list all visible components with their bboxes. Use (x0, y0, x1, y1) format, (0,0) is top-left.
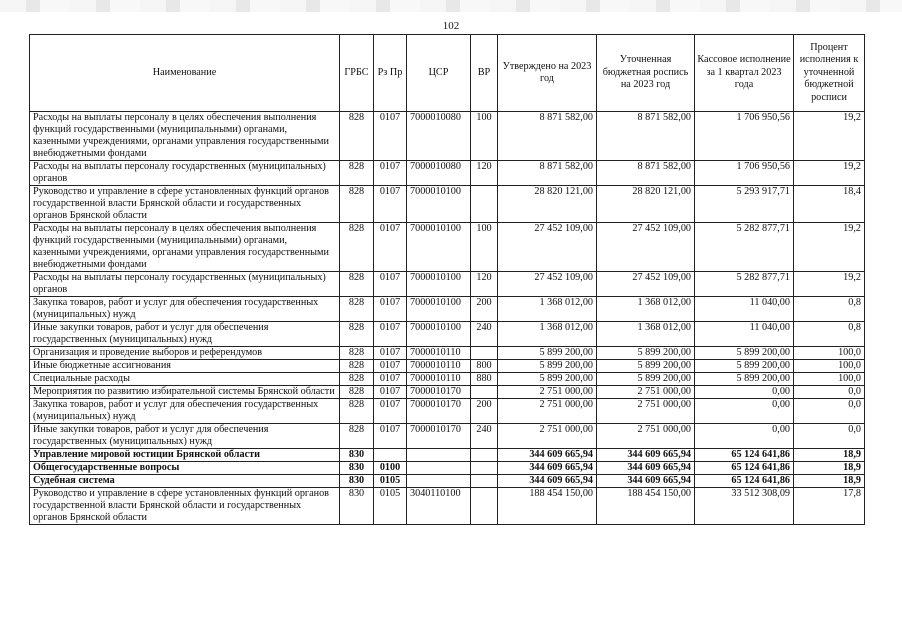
row-cash: 5 282 877,71 (695, 223, 794, 272)
page-number: 102 (442, 20, 460, 32)
row-grbs: 828 (340, 223, 374, 272)
row-refined: 2 751 000,00 (597, 386, 695, 399)
row-approved: 344 609 665,94 (498, 462, 597, 475)
row-rzpr: 0100 (374, 462, 407, 475)
row-percent: 0,8 (794, 297, 865, 322)
row-approved: 2 751 000,00 (498, 424, 597, 449)
row-name: Управление мировой юстиции Брянской области (30, 449, 340, 462)
row-vr: 120 (471, 161, 498, 186)
row-name: Расходы на выплаты персоналу государственных (муниципальных) органов (30, 272, 340, 297)
row-grbs: 828 (340, 186, 374, 223)
table-row (30, 322, 865, 347)
row-rzpr (374, 449, 407, 462)
row-name: Общегосударственные вопросы (30, 462, 340, 475)
row-percent: 0,0 (794, 386, 865, 399)
row-csr (407, 475, 471, 488)
row-rzpr: 0107 (374, 223, 407, 272)
row-vr: 800 (471, 360, 498, 373)
row-vr: 120 (471, 272, 498, 297)
row-cash: 5 293 917,71 (695, 186, 794, 223)
row-approved: 1 368 012,00 (498, 322, 597, 347)
row-vr: 240 (471, 322, 498, 347)
table-row (30, 161, 865, 186)
header-approved: Утверждено на 2023 год (498, 35, 597, 112)
row-rzpr: 0107 (374, 399, 407, 424)
row-grbs: 828 (340, 161, 374, 186)
row-vr: 200 (471, 297, 498, 322)
row-grbs: 828 (340, 297, 374, 322)
row-grbs: 828 (340, 424, 374, 449)
row-vr (471, 462, 498, 475)
row-vr: 100 (471, 223, 498, 272)
table-row (30, 424, 865, 449)
header-csr: ЦСР (407, 35, 471, 112)
row-approved: 8 871 582,00 (498, 112, 597, 161)
row-vr (471, 488, 498, 525)
row-name: Расходы на выплаты персоналу в целях обеспечения выполнения функций государственными (муниципальными) органами, казенными учреждениями, органами управления государственными внебюджетными фондами (30, 112, 340, 161)
row-rzpr: 0107 (374, 347, 407, 360)
table-row (30, 297, 865, 322)
row-cash: 65 124 641,86 (695, 475, 794, 488)
row-percent: 100,0 (794, 360, 865, 373)
row-percent: 0,0 (794, 399, 865, 424)
table-row (30, 386, 865, 399)
row-approved: 344 609 665,94 (498, 449, 597, 462)
row-cash: 0,00 (695, 399, 794, 424)
table-row (30, 223, 865, 272)
row-refined: 344 609 665,94 (597, 462, 695, 475)
table-row (30, 488, 865, 525)
row-vr: 240 (471, 424, 498, 449)
row-refined: 5 899 200,00 (597, 360, 695, 373)
row-csr: 7000010100 (407, 297, 471, 322)
row-cash: 5 282 877,71 (695, 272, 794, 297)
row-rzpr: 0107 (374, 272, 407, 297)
row-percent: 18,9 (794, 462, 865, 475)
row-grbs: 830 (340, 462, 374, 475)
row-percent: 19,2 (794, 112, 865, 161)
row-percent: 19,2 (794, 272, 865, 297)
row-name: Расходы на выплаты персоналу в целях обеспечения выполнения функций государственными (муниципальными) органами, казенными учреждениями, органами управления государственными внебюджетными фондами (30, 223, 340, 272)
row-cash: 11 040,00 (695, 322, 794, 347)
row-name: Мероприятия по развитию избирательной системы Брянской области (30, 386, 340, 399)
row-rzpr: 0105 (374, 475, 407, 488)
table-row (30, 475, 865, 488)
row-rzpr: 0107 (374, 424, 407, 449)
row-approved: 5 899 200,00 (498, 360, 597, 373)
row-percent: 17,8 (794, 488, 865, 525)
row-approved: 8 871 582,00 (498, 161, 597, 186)
row-grbs: 828 (340, 112, 374, 161)
row-rzpr: 0107 (374, 112, 407, 161)
row-cash: 1 706 950,56 (695, 112, 794, 161)
row-grbs: 830 (340, 449, 374, 462)
header-vr: ВР (471, 35, 498, 112)
row-csr: 7000010080 (407, 161, 471, 186)
row-name: Иные бюджетные ассигнования (30, 360, 340, 373)
row-cash: 5 899 200,00 (695, 360, 794, 373)
row-csr: 7000010110 (407, 360, 471, 373)
row-cash: 65 124 641,86 (695, 462, 794, 475)
row-cash: 33 512 308,09 (695, 488, 794, 525)
row-approved: 27 452 109,00 (498, 272, 597, 297)
row-refined: 2 751 000,00 (597, 424, 695, 449)
table-row (30, 186, 865, 223)
row-grbs: 828 (340, 360, 374, 373)
table-row (30, 360, 865, 373)
row-percent: 0,0 (794, 424, 865, 449)
row-rzpr: 0107 (374, 360, 407, 373)
row-percent: 19,2 (794, 223, 865, 272)
row-name: Специальные расходы (30, 373, 340, 386)
header-percent: Процент исполнения к уточненной бюджетной росписи (794, 35, 865, 112)
row-vr (471, 449, 498, 462)
row-refined: 8 871 582,00 (597, 161, 695, 186)
row-approved: 1 368 012,00 (498, 297, 597, 322)
row-vr (471, 186, 498, 223)
row-csr: 3040110100 (407, 488, 471, 525)
row-name: Руководство и управление в сфере установленных функций органов государственной власти Брянской области и государственных органов Брянской области (30, 488, 340, 525)
header-grbs: ГРБС (340, 35, 374, 112)
row-refined: 27 452 109,00 (597, 223, 695, 272)
table-row (30, 449, 865, 462)
row-percent: 18,9 (794, 449, 865, 462)
row-refined: 27 452 109,00 (597, 272, 695, 297)
row-name: Закупка товаров, работ и услуг для обеспечения государственных (муниципальных) нужд (30, 297, 340, 322)
scan-edge-band (0, 0, 902, 12)
row-csr: 7000010170 (407, 399, 471, 424)
row-approved: 344 609 665,94 (498, 475, 597, 488)
row-csr: 7000010110 (407, 347, 471, 360)
row-grbs: 828 (340, 373, 374, 386)
row-refined: 5 899 200,00 (597, 347, 695, 360)
row-csr: 7000010100 (407, 272, 471, 297)
row-cash: 5 899 200,00 (695, 347, 794, 360)
row-percent: 0,8 (794, 322, 865, 347)
row-approved: 2 751 000,00 (498, 386, 597, 399)
row-percent: 100,0 (794, 373, 865, 386)
row-percent: 18,9 (794, 475, 865, 488)
row-cash: 65 124 641,86 (695, 449, 794, 462)
row-vr: 100 (471, 112, 498, 161)
table-body (30, 112, 865, 525)
row-refined: 8 871 582,00 (597, 112, 695, 161)
row-approved: 5 899 200,00 (498, 373, 597, 386)
row-grbs: 828 (340, 322, 374, 347)
row-approved: 27 452 109,00 (498, 223, 597, 272)
row-cash: 1 706 950,56 (695, 161, 794, 186)
table-row (30, 112, 865, 161)
row-csr: 7000010100 (407, 223, 471, 272)
header-refined: Уточненная бюджетная роспись на 2023 год (597, 35, 695, 112)
row-grbs: 828 (340, 272, 374, 297)
table-header (30, 35, 865, 112)
row-refined: 2 751 000,00 (597, 399, 695, 424)
row-rzpr: 0107 (374, 161, 407, 186)
row-name: Иные закупки товаров, работ и услуг для обеспечения государственных (муниципальных) нужд (30, 322, 340, 347)
budget-table (29, 34, 865, 525)
table-row (30, 462, 865, 475)
row-csr: 7000010100 (407, 322, 471, 347)
row-csr: 7000010170 (407, 424, 471, 449)
row-name: Судебная система (30, 475, 340, 488)
row-csr (407, 462, 471, 475)
row-refined: 344 609 665,94 (597, 475, 695, 488)
row-grbs: 830 (340, 475, 374, 488)
row-name: Иные закупки товаров, работ и услуг для обеспечения государственных (муниципальных) нужд (30, 424, 340, 449)
row-rzpr: 0107 (374, 373, 407, 386)
row-rzpr: 0107 (374, 322, 407, 347)
row-cash: 0,00 (695, 424, 794, 449)
row-rzpr: 0107 (374, 186, 407, 223)
row-vr: 200 (471, 399, 498, 424)
row-vr (471, 475, 498, 488)
header-cash: Кассовое исполнение за 1 квартал 2023 года (695, 35, 794, 112)
table-row (30, 373, 865, 386)
row-refined: 188 454 150,00 (597, 488, 695, 525)
row-grbs: 828 (340, 347, 374, 360)
row-cash: 0,00 (695, 386, 794, 399)
row-refined: 1 368 012,00 (597, 322, 695, 347)
row-percent: 100,0 (794, 347, 865, 360)
row-csr: 7000010110 (407, 373, 471, 386)
row-rzpr: 0105 (374, 488, 407, 525)
table-row (30, 399, 865, 424)
table-row (30, 272, 865, 297)
row-cash: 5 899 200,00 (695, 373, 794, 386)
row-refined: 344 609 665,94 (597, 449, 695, 462)
row-name: Организация и проведение выборов и референдумов (30, 347, 340, 360)
row-rzpr: 0107 (374, 386, 407, 399)
row-grbs: 828 (340, 399, 374, 424)
row-csr (407, 449, 471, 462)
row-grbs: 828 (340, 386, 374, 399)
row-csr: 7000010100 (407, 186, 471, 223)
row-cash: 11 040,00 (695, 297, 794, 322)
row-refined: 5 899 200,00 (597, 373, 695, 386)
row-name: Закупка товаров, работ и услуг для обеспечения государственных (муниципальных) нужд (30, 399, 340, 424)
row-vr (471, 386, 498, 399)
row-refined: 1 368 012,00 (597, 297, 695, 322)
row-approved: 2 751 000,00 (498, 399, 597, 424)
row-percent: 19,2 (794, 161, 865, 186)
row-approved: 28 820 121,00 (498, 186, 597, 223)
row-name: Руководство и управление в сфере установленных функций органов государственной власти Брянской области и государственных органов Брянской области (30, 186, 340, 223)
header-rzpr: Рз Пр (374, 35, 407, 112)
row-csr: 7000010080 (407, 112, 471, 161)
row-approved: 188 454 150,00 (498, 488, 597, 525)
row-csr: 7000010170 (407, 386, 471, 399)
row-approved: 5 899 200,00 (498, 347, 597, 360)
header-name: Наименование (30, 35, 340, 112)
row-vr: 880 (471, 373, 498, 386)
table-row (30, 347, 865, 360)
row-percent: 18,4 (794, 186, 865, 223)
row-name: Расходы на выплаты персоналу государственных (муниципальных) органов (30, 161, 340, 186)
row-vr (471, 347, 498, 360)
row-grbs: 830 (340, 488, 374, 525)
row-rzpr: 0107 (374, 297, 407, 322)
row-refined: 28 820 121,00 (597, 186, 695, 223)
